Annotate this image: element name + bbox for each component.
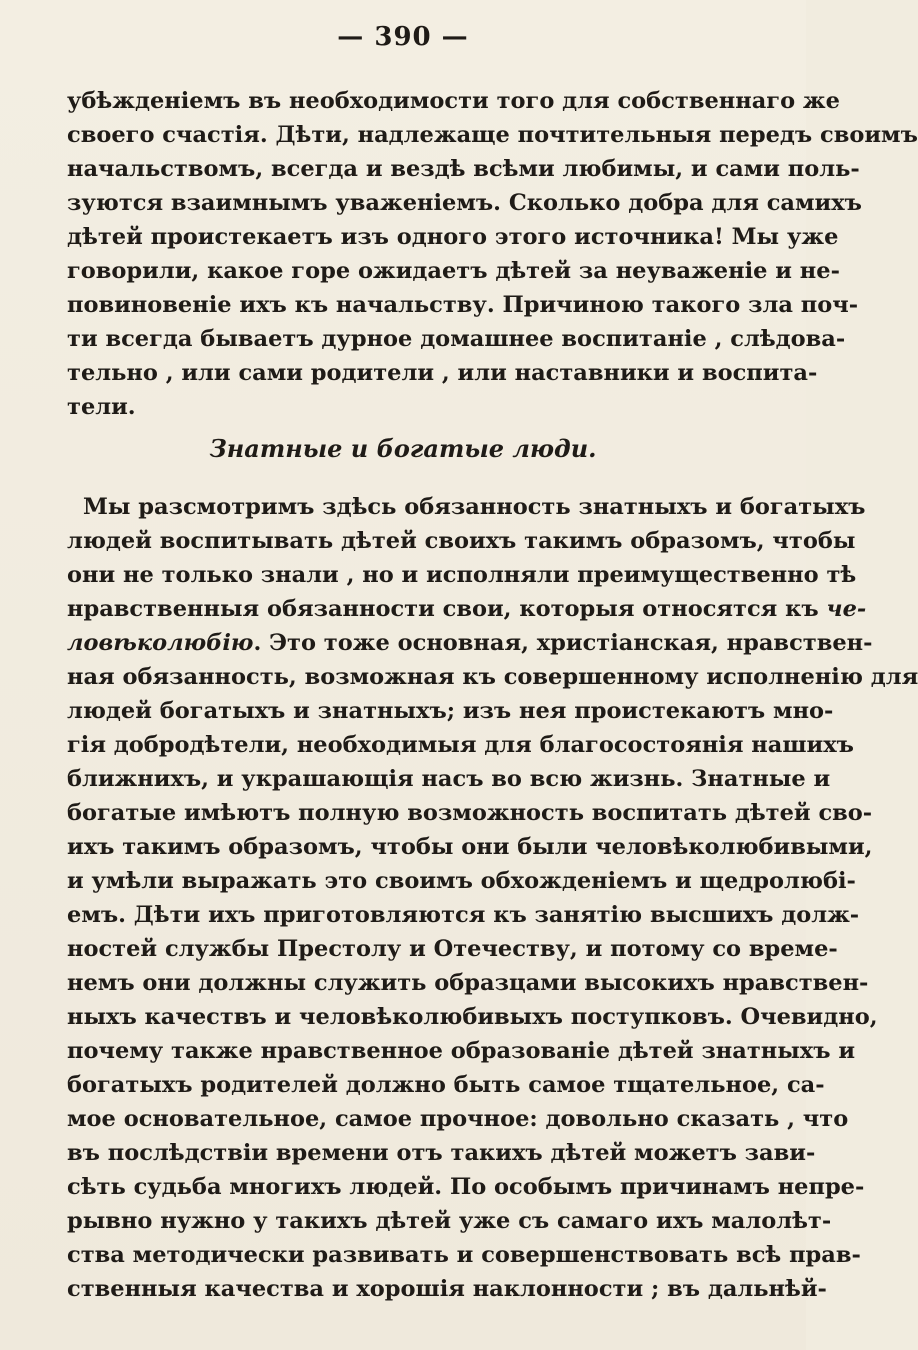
text-line <box>67 628 873 658</box>
text-line: и умѣли выражать это своимъ обхожденіемъ и щедролюбі- <box>67 868 856 894</box>
text-line: мое основательное, самое прочное: довольно сказать , что <box>67 1106 849 1132</box>
text-line: емъ. Дѣти ихъ приготовляются къ занятію высшихъ долж- <box>67 902 860 928</box>
text-line: они не только знали , но и исполняли преимущественно тѣ <box>67 562 857 588</box>
text-line: тельно , или сами родители , или наставники и воспита- <box>67 360 818 386</box>
text-line: зуются взаимнымъ уваженіемъ. Сколько добра для самихъ <box>67 190 862 216</box>
text-line: убѣжденіемъ въ необходимости того для собственнаго же <box>67 88 840 114</box>
text-line: ближнихъ, и украшающія насъ во всю жизнь. Знатные и <box>67 766 831 792</box>
text-line: ихъ такимъ образомъ, чтобы они были человѣколюбивыми, <box>67 834 873 860</box>
page-number: — 390 — <box>337 22 469 52</box>
italic-text: че- <box>826 596 867 622</box>
text-line: богатые имѣютъ полную возможность воспитать дѣтей сво- <box>67 800 873 826</box>
text-line: людей воспитывать дѣтей своихъ такимъ образомъ, чтобы <box>67 528 856 554</box>
text-segment: . Это тоже основная, христіанская, нравствен- <box>253 630 873 656</box>
text-line: ства методически развивать и совершенствовать всѣ прав- <box>67 1242 861 1268</box>
text-line: гія добродѣтели, необходимыя для благосостоянія нашихъ <box>67 732 854 758</box>
text-line: говорили, какое горе ожидаетъ дѣтей за неуваженіе и не- <box>67 258 840 284</box>
text-line: ти всегда бываетъ дурное домашнее воспитаніе , слѣдова- <box>67 326 846 352</box>
text-line: дѣтей проистекаетъ изъ одного этого источника! Мы уже <box>67 224 839 250</box>
text-line: богатыхъ родителей должно быть самое тщательное, са- <box>67 1072 825 1098</box>
text-line: своего счастія. Дѣти, надлежаще почтительныя передъ своимъ <box>67 122 918 148</box>
text-line: почему также нравственное образованіе дѣтей знатныхъ и <box>67 1038 856 1064</box>
text-line: ственныя качества и хорошія наклонности ; въ дальнѣй- <box>67 1276 827 1302</box>
section-heading: Знатные и богатые люди. <box>209 434 597 463</box>
text-segment: нравственныя обязанности свои, которыя относятся къ <box>67 596 819 622</box>
text-line: повиновеніе ихъ къ начальству. Причиною такого зла поч- <box>67 292 859 318</box>
text-line: ныхъ качествъ и человѣколюбивыхъ поступковъ. Очевидно, <box>67 1004 878 1030</box>
text-line: начальствомъ, всегда и вездѣ всѣми любимы, и сами поль- <box>67 156 860 182</box>
text-line: ностей службы Престолу и Отечеству, и потому со време- <box>67 936 838 962</box>
text-line: въ послѣдствіи времени отъ такихъ дѣтей можетъ зави- <box>67 1140 816 1166</box>
text-line: Мы разсмотримъ здѣсь обязанность знатныхъ и богатыхъ <box>83 494 866 520</box>
text-line: сѣть судьба многихъ людей. По особымъ причинамъ непре- <box>67 1174 865 1200</box>
text-line: рывно нужно у такихъ дѣтей уже съ самаго ихъ малолѣт- <box>67 1208 832 1234</box>
text-line <box>67 594 867 624</box>
text-line: немъ они должны служить образцами высокихъ нравствен- <box>67 970 869 996</box>
text-line: людей богатыхъ и знатныхъ; изъ нея проистекаютъ мно- <box>67 698 834 724</box>
text-line: ная обязанность, возможная къ совершенному исполненію для <box>67 664 918 690</box>
italic-text: ловѣколюбію <box>67 630 254 656</box>
text-line: тели. <box>67 394 136 420</box>
